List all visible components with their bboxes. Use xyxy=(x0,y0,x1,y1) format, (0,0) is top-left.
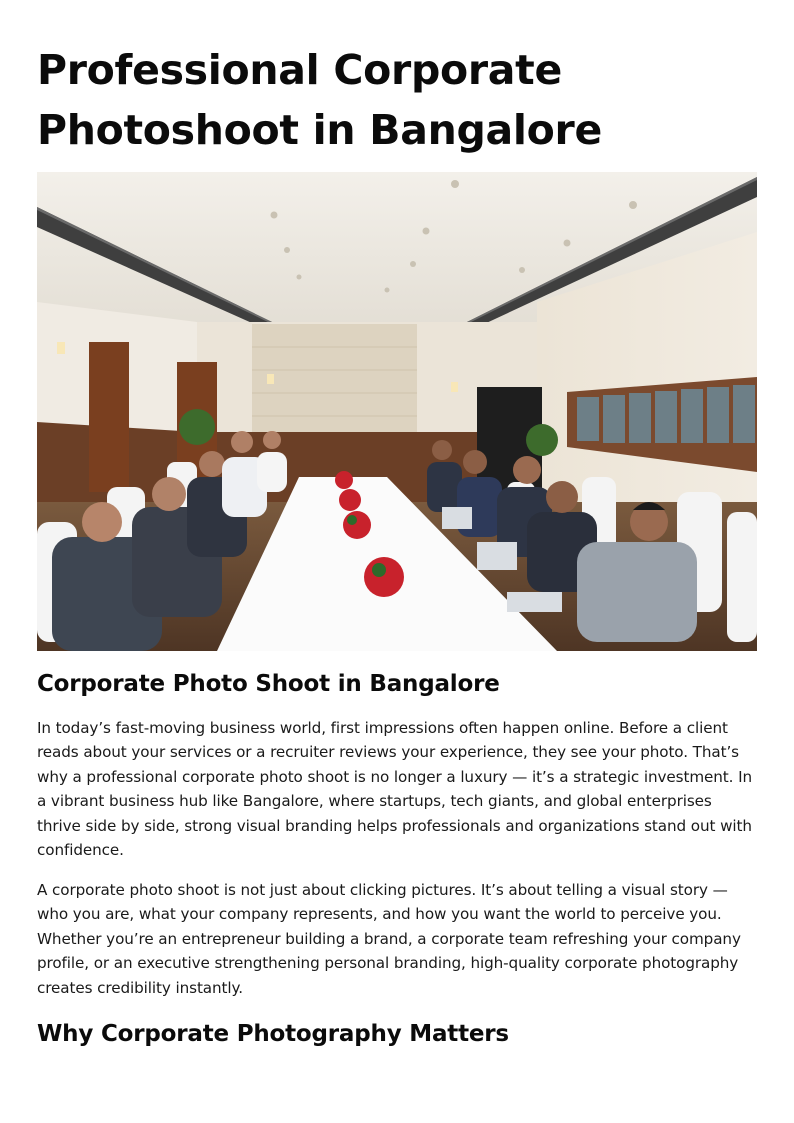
page-title: Professional Corporate Photoshoot in Bangalore xyxy=(37,46,602,154)
section-heading-corporate-photo-shoot: Corporate Photo Shoot in Bangalore xyxy=(37,671,500,697)
conference-room-photo xyxy=(37,172,757,651)
paragraph: A corporate photo shoot is not just about clicking pictures. It’s about telling a visual story — who you are, what your company represents, and how you want the world to perceive you. Whether you’re an entrepreneur building a brand, a corporate team refreshing your company profile, or an executive strengthening personal branding, high-quality corporate photography creates credibility instantly. xyxy=(37,881,741,997)
section-heading-why-corporate-photography: Why Corporate Photography Matters xyxy=(37,1021,509,1047)
paragraph: In today’s fast-moving business world, first impressions often happen online. Before a client reads about your services or a recruiter reviews your experience, they see your photo. That’s why a professional corporate photo shoot is no longer a luxury — it’s a strategic investment. In a vibrant business hub like Bangalore, where startups, tech giants, and global enterprises thrive side by side, strong visual branding helps professionals and organizations stand out with confidence. xyxy=(37,719,753,860)
